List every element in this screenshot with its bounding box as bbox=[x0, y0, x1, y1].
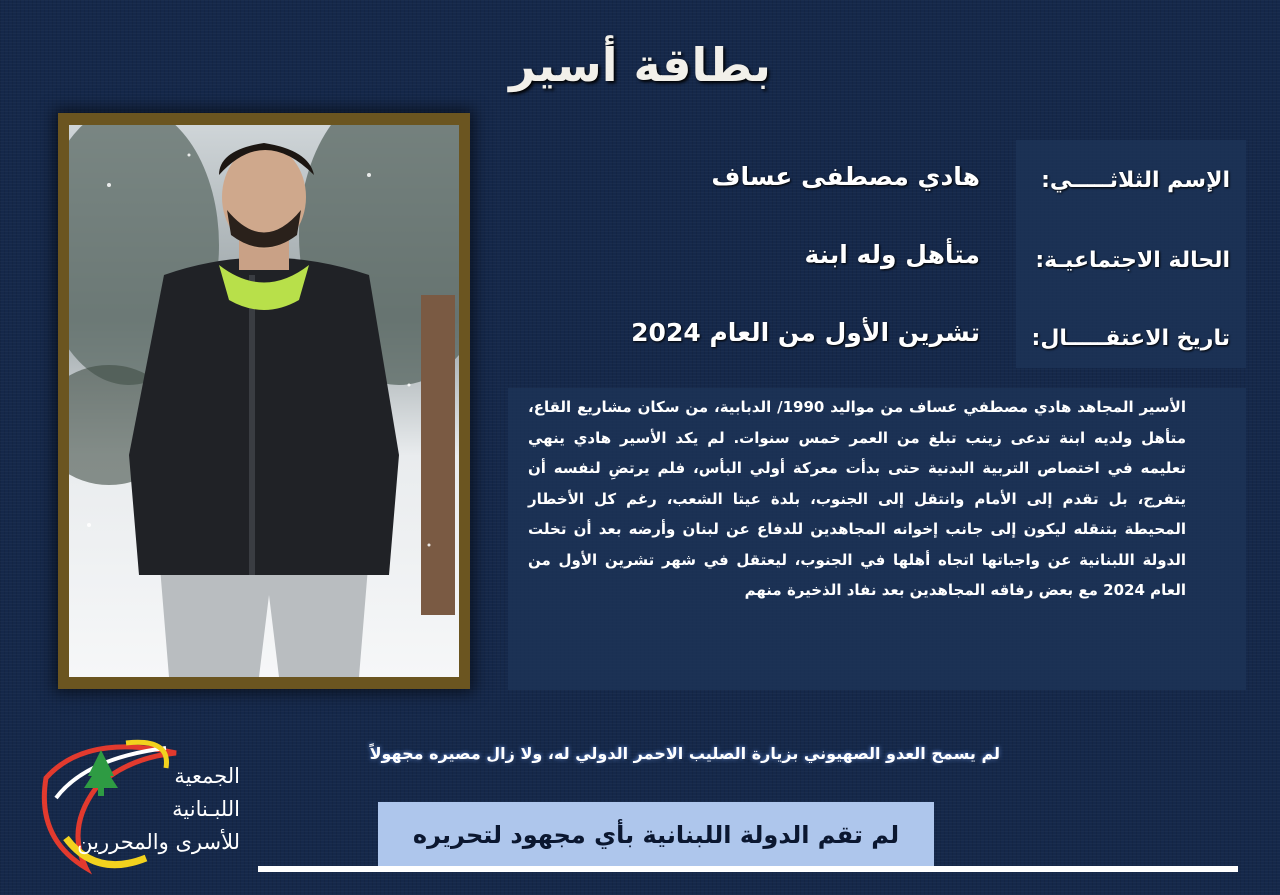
arrest-date-value: تشرين الأول من العام 2024 bbox=[631, 318, 980, 347]
card-title: بطاقة أسير bbox=[509, 38, 771, 92]
association-logo-text bbox=[77, 760, 240, 859]
full-name-value: هادي مصطفى عساف bbox=[711, 162, 980, 191]
biography-text: الأسير المجاهد هادي مصطفي عساف من مواليد 1990/ الدبابية، من سكان مشاريع القاع، متأهل ولديه ابنة تدعى زينب تبلغ من العمر خمس سنوات. لم يكد الأسير هادي ينهي تعليمه في اختصاص التربية البدنية حتى بدأت معركة أولي البأس، فلم يرتضِ لنفسه أن يتفرج، بل تقدم إلى الأمام وانتقل إلى الجنوب، بلدة عيتا الشعب، رغم كل الأخطار المحيطة بتنقله ليكون إلى جانب إخوانه المجاهدين للدفاع عن لبنان وأرضه بعد أن تخلت الدولة اللبنانية عن واجباتها اتجاه أهلها في الجنوب، ليعتقل في شهر تشرين الأول من العام 2024 مع بعض رفاقه المجاهدين بعد نفاد الذخيرة منهم bbox=[528, 398, 1186, 599]
prisoner-photo-frame bbox=[58, 113, 470, 689]
logo-line-2: اللبـنانية bbox=[172, 797, 240, 821]
red-cross-notice: لم يسمح العدو الصهيوني بزيارة الصليب الاحمر الدولي له، ولا زال مصيره مجهولاً bbox=[369, 744, 1000, 763]
state-effort-banner: لم تقم الدولة اللبنانية بأي مجهود لتحريره bbox=[378, 802, 934, 868]
prisoner-photo bbox=[69, 125, 459, 677]
marital-status-label: الحالة الاجتماعيـة: bbox=[1035, 248, 1230, 273]
full-name-label: الإسم الثلاثـــــي: bbox=[1041, 168, 1230, 193]
marital-status-value: متأهل وله ابنة bbox=[804, 240, 980, 269]
arrest-date-label: تاريخ الاعتقـــــال: bbox=[1031, 326, 1230, 351]
logo-line-1: الجمعية bbox=[174, 764, 240, 788]
banner-underline bbox=[258, 866, 1238, 872]
logo-line-3: للأسرى والمحررين bbox=[77, 830, 240, 854]
